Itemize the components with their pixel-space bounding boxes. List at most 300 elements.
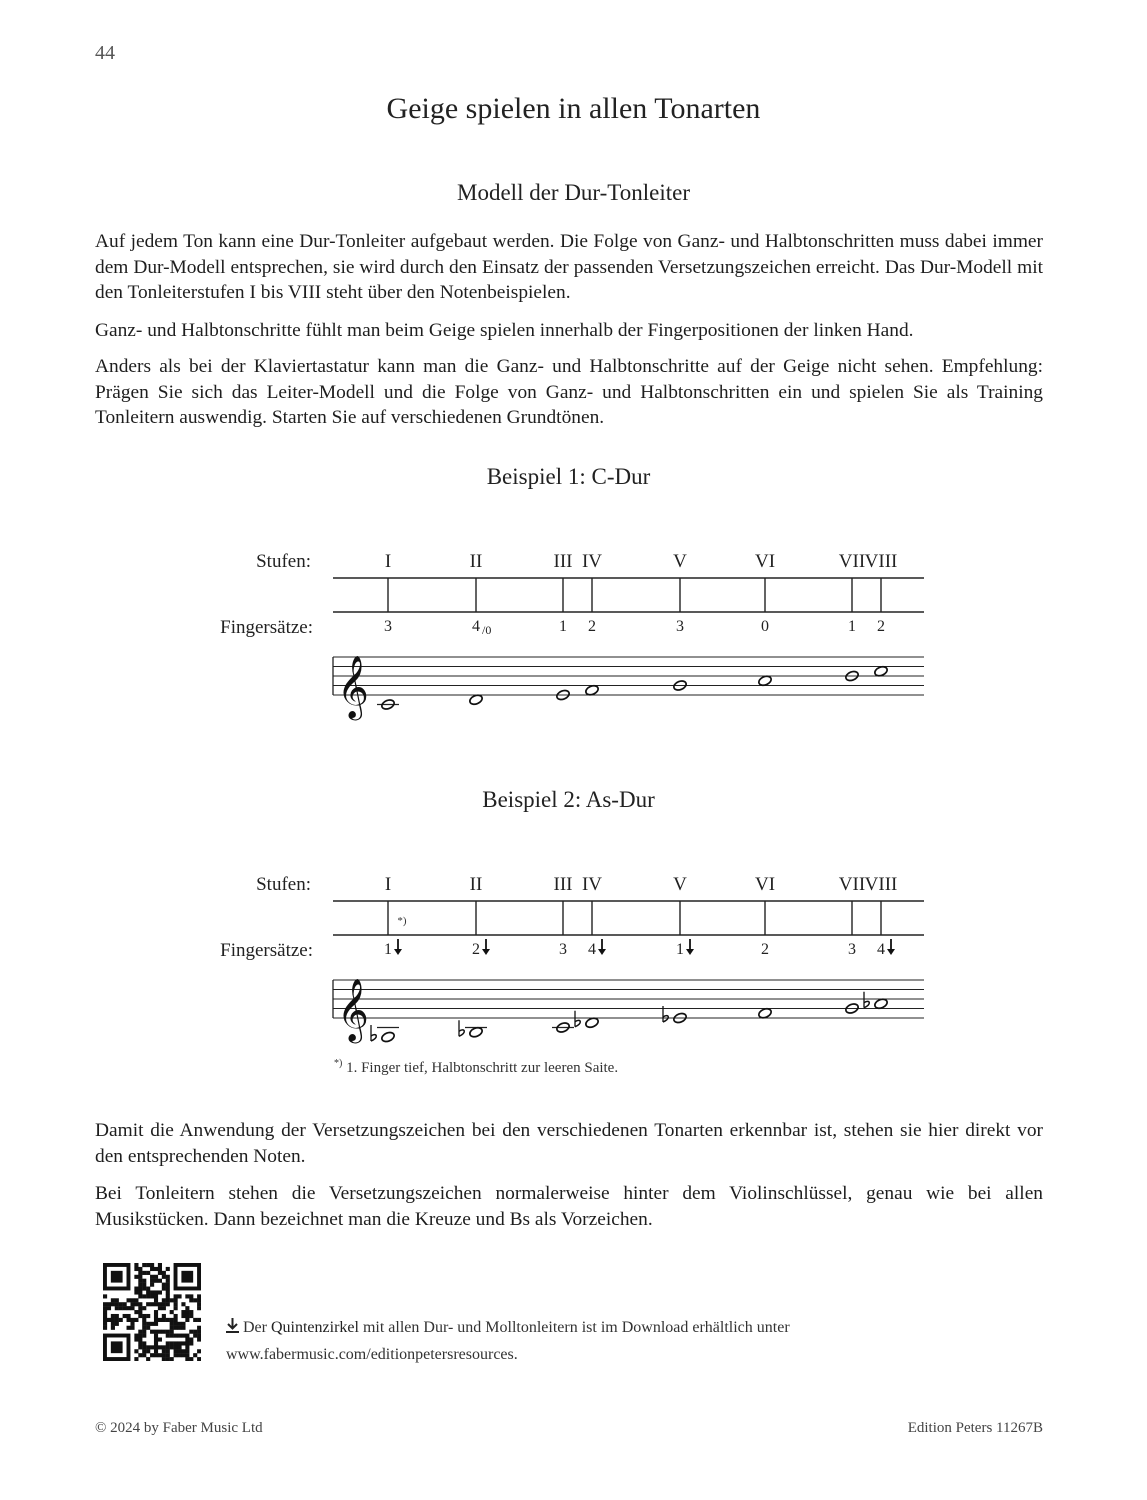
qr-module <box>146 1290 150 1294</box>
ex1-fingering-alt-2: /0 <box>482 623 492 637</box>
intro-paragraph-3: Anders als bei der Klaviertastatur kann man die Ganz- und Halbtonschritte auf der Geige nicht sehen. Empfehlung: Prägen Sie sich das Leiter-Modell und die Folge von Ganz- und Halbtonschritten ein und spielen Sie als Training Tonleitern auswendig. Starten Sie auf verschiedenen Grundtönen. <box>95 356 1043 428</box>
ex2-whole-note-1 <box>381 1031 396 1043</box>
ex1-fingering-3: 1 <box>559 618 567 635</box>
qr-module <box>138 1271 142 1275</box>
qr-module <box>197 1334 201 1338</box>
qr-module <box>185 1341 189 1345</box>
qr-module <box>158 1345 162 1349</box>
qr-module <box>166 1287 170 1291</box>
qr-module <box>138 1306 142 1310</box>
qr-module <box>166 1334 170 1338</box>
footnote <box>334 1058 618 1077</box>
ex2-degree-2: II <box>469 874 483 895</box>
qr-module <box>174 1349 178 1353</box>
example-1-title: Beispiel 1: C-Dur <box>486 464 651 489</box>
qr-module <box>138 1337 142 1341</box>
qr-module <box>138 1283 142 1287</box>
qr-module <box>115 1322 119 1326</box>
ex2-low-arrow-head-8 <box>887 949 895 955</box>
qr-module <box>134 1357 138 1361</box>
qr-module <box>111 1318 115 1322</box>
qr-module <box>158 1302 162 1306</box>
ex1-fingering-2: 4 <box>472 618 480 635</box>
qr-module <box>181 1310 185 1314</box>
qr-module <box>197 1337 201 1341</box>
ex2-degree-6: VI <box>754 874 776 895</box>
qr-module <box>134 1318 138 1322</box>
qr-module <box>181 1341 185 1345</box>
qr-module <box>142 1334 146 1338</box>
qr-module <box>170 1298 174 1302</box>
qr-module <box>154 1345 158 1349</box>
qr-module <box>158 1267 162 1271</box>
qr-module <box>134 1275 138 1279</box>
ex2-treble-clef-icon: 𝄞 <box>337 980 369 1040</box>
ex2-flat-icon-1 <box>371 1035 376 1041</box>
qr-module <box>130 1326 134 1330</box>
qr-module <box>189 1357 193 1361</box>
footer-copyright: © 2024 by Faber Music Ltd <box>95 1420 263 1436</box>
qr-module <box>103 1302 107 1306</box>
qr-module <box>193 1353 197 1357</box>
qr-module <box>150 1279 154 1283</box>
qr-module <box>181 1326 185 1330</box>
download-url[interactable]: www.fabermusic.com/editionpetersresources. <box>226 1346 518 1363</box>
ex1-fingersaetze-label: Fingersätze: <box>220 617 313 638</box>
qr-module <box>166 1357 170 1361</box>
qr-module <box>197 1302 201 1306</box>
example-2-title: Beispiel 2: As-Dur <box>482 787 655 812</box>
qr-module <box>138 1287 142 1291</box>
qr-module <box>103 1322 107 1326</box>
qr-module <box>158 1318 162 1322</box>
ex1-fingering-1: 3 <box>384 618 392 635</box>
qr-module <box>162 1357 166 1361</box>
qr-code[interactable] <box>103 1263 201 1361</box>
qr-module <box>185 1349 189 1353</box>
qr-module <box>154 1298 158 1302</box>
qr-module <box>189 1298 193 1302</box>
qr-module <box>138 1267 142 1271</box>
qr-module <box>170 1341 174 1345</box>
qr-module <box>115 1314 119 1318</box>
qr-module <box>123 1306 127 1310</box>
qr-module <box>142 1287 146 1291</box>
qr-module <box>150 1345 154 1349</box>
after-paragraph-1: Damit die Anwendung der Versetzungszeichen bei den verschiedenen Tonarten erkennbar ist, stehen sie hier direkt vor den entsprechenden Noten. <box>95 1120 1043 1167</box>
qr-module <box>150 1353 154 1357</box>
ex2-fingering-3: 3 <box>559 941 567 958</box>
ex1-stufen-label: Stufen: <box>256 551 311 572</box>
qr-module <box>119 1318 123 1322</box>
ex2-low-arrow-head-2 <box>482 949 490 955</box>
qr-finder-core <box>181 1271 193 1283</box>
qr-module <box>197 1306 201 1310</box>
qr-module <box>134 1310 138 1314</box>
qr-module <box>154 1290 158 1294</box>
qr-module <box>146 1263 150 1267</box>
ex1-degree-3: III <box>553 551 573 572</box>
qr-module <box>193 1318 197 1322</box>
qr-module <box>189 1314 193 1318</box>
download-note <box>226 1318 790 1337</box>
qr-module <box>154 1334 158 1338</box>
qr-module <box>142 1326 146 1330</box>
qr-module <box>193 1330 197 1334</box>
qr-module <box>166 1279 170 1283</box>
qr-module <box>111 1302 115 1306</box>
qr-module <box>115 1306 119 1310</box>
ex2-stufen-label: Stufen: <box>256 874 311 895</box>
footnote-mark: *) <box>334 1058 343 1069</box>
qr-module <box>170 1330 174 1334</box>
qr-module <box>177 1349 181 1353</box>
qr-module <box>158 1353 162 1357</box>
qr-module <box>134 1302 138 1306</box>
qr-module <box>142 1322 146 1326</box>
intro-paragraph-1: Auf jedem Ton kann eine Dur-Tonleiter aufgebaut werden. Die Folge von Ganz- und Halbtonschritten muss dabei immer dem Dur-Modell entsprechen, sie wird durch den Einsatz der passenden Versetzungszeichen erreicht. Das Dur-Modell mit den Tonleiterstufen I bis VIII steht über den Notenbeispielen. <box>95 231 1043 303</box>
ex2-fingering-1: 1 <box>384 941 392 958</box>
qr-module <box>177 1326 181 1330</box>
qr-module <box>138 1310 142 1314</box>
ex2-fingering-8: 4 <box>877 941 885 958</box>
ex2-fingering-5: 1 <box>676 941 684 958</box>
qr-module <box>166 1294 170 1298</box>
page-number: 44 <box>95 42 115 64</box>
qr-module <box>166 1290 170 1294</box>
qr-module <box>158 1306 162 1310</box>
ex1-degree-4: IV <box>581 551 603 572</box>
qr-module <box>142 1314 146 1318</box>
qr-module <box>170 1322 174 1326</box>
qr-module <box>138 1275 142 1279</box>
qr-module <box>162 1302 166 1306</box>
qr-module <box>127 1306 131 1310</box>
intro-paragraph-2: Ganz- und Halbtonschritte fühlt man beim Geige spielen innerhalb der Fingerpositionen der linken Hand. <box>95 320 914 341</box>
qr-module <box>146 1326 150 1330</box>
qr-module <box>185 1294 189 1298</box>
ex1-degree-2: II <box>469 551 483 572</box>
qr-module <box>166 1267 170 1271</box>
qr-module <box>146 1322 150 1326</box>
qr-module <box>146 1314 150 1318</box>
qr-module <box>181 1334 185 1338</box>
qr-module <box>162 1306 166 1310</box>
qr-module <box>154 1341 158 1345</box>
qr-module <box>197 1330 201 1334</box>
qr-module <box>138 1330 142 1334</box>
qr-module <box>127 1326 131 1330</box>
qr-finder-core <box>111 1271 123 1283</box>
qr-module <box>162 1314 166 1318</box>
ex1-degree-1: I <box>384 551 392 572</box>
qr-module <box>115 1302 119 1306</box>
ex1-fingering-8: 2 <box>877 618 885 635</box>
qr-module <box>166 1283 170 1287</box>
qr-module <box>170 1345 174 1349</box>
qr-module <box>111 1322 115 1326</box>
qr-module <box>130 1306 134 1310</box>
example-1-notation <box>0 530 1147 730</box>
qr-module <box>174 1334 178 1338</box>
page-title: Geige spielen in allen Tonarten <box>386 92 761 125</box>
qr-module <box>154 1322 158 1326</box>
ex2-low-arrow-head-4 <box>598 949 606 955</box>
qr-module <box>134 1287 138 1291</box>
qr-module <box>103 1310 107 1314</box>
qr-module <box>142 1263 146 1267</box>
qr-module <box>138 1290 142 1294</box>
qr-module <box>174 1318 178 1322</box>
qr-module <box>166 1345 170 1349</box>
ex2-degree-7: VII <box>838 874 866 895</box>
qr-module <box>146 1349 150 1353</box>
qr-module <box>127 1298 131 1302</box>
qr-module <box>150 1275 154 1279</box>
qr-module <box>154 1267 158 1271</box>
qr-module <box>174 1322 178 1326</box>
ex2-fingering-4: 4 <box>588 941 596 958</box>
qr-module <box>142 1294 146 1298</box>
qr-module <box>115 1318 119 1322</box>
qr-module <box>150 1290 154 1294</box>
qr-module <box>166 1349 170 1353</box>
qr-module <box>142 1279 146 1283</box>
qr-module <box>174 1306 178 1310</box>
qr-module <box>107 1318 111 1322</box>
qr-module <box>134 1263 138 1267</box>
qr-module <box>166 1353 170 1357</box>
qr-module <box>150 1283 154 1287</box>
qr-module <box>162 1353 166 1357</box>
qr-module <box>162 1283 166 1287</box>
qr-module <box>185 1334 189 1338</box>
example-2-notation <box>0 853 1147 1053</box>
qr-module <box>146 1357 150 1361</box>
qr-module <box>174 1294 178 1298</box>
qr-module <box>170 1326 174 1330</box>
qr-module <box>197 1349 201 1353</box>
qr-module <box>154 1337 158 1341</box>
qr-module <box>154 1294 158 1298</box>
qr-module <box>142 1341 146 1345</box>
ex2-flat-icon-5 <box>663 1016 668 1022</box>
qr-module <box>162 1298 166 1302</box>
qr-module <box>134 1267 138 1271</box>
qr-module <box>138 1353 142 1357</box>
qr-module <box>138 1294 142 1298</box>
ex2-degree-3: III <box>553 874 573 895</box>
quintenzirkel-link[interactable]: Quintenzirkel <box>270 1319 359 1336</box>
download-prefix: Der <box>243 1319 267 1336</box>
qr-module <box>142 1349 146 1353</box>
qr-module <box>166 1318 170 1322</box>
qr-module <box>177 1294 181 1298</box>
qr-module <box>154 1302 158 1306</box>
ex2-flat-icon-4 <box>575 1020 580 1026</box>
qr-module <box>150 1294 154 1298</box>
qr-module <box>197 1298 201 1302</box>
qr-module <box>138 1302 142 1306</box>
qr-module <box>189 1337 193 1341</box>
qr-module <box>107 1306 111 1310</box>
qr-module <box>146 1271 150 1275</box>
qr-module <box>174 1302 178 1306</box>
qr-module <box>181 1302 185 1306</box>
qr-module <box>197 1294 201 1298</box>
qr-module <box>185 1310 189 1314</box>
qr-module <box>189 1310 193 1314</box>
qr-module <box>146 1302 150 1306</box>
ex2-fingering-2: 2 <box>472 941 480 958</box>
qr-module <box>170 1357 174 1361</box>
qr-module <box>154 1349 158 1353</box>
qr-module <box>170 1318 174 1322</box>
qr-module <box>154 1353 158 1357</box>
ex1-degree-7: VII <box>838 551 866 572</box>
qr-module <box>103 1326 107 1330</box>
qr-module <box>158 1263 162 1267</box>
qr-module <box>158 1279 162 1283</box>
qr-module <box>111 1326 115 1330</box>
qr-module <box>154 1318 158 1322</box>
qr-module <box>142 1330 146 1334</box>
qr-module <box>134 1334 138 1338</box>
qr-module <box>162 1349 166 1353</box>
qr-module <box>166 1298 170 1302</box>
qr-module <box>146 1345 150 1349</box>
ex2-flat-icon-8 <box>864 1001 869 1007</box>
qr-module <box>174 1298 178 1302</box>
qr-module <box>154 1314 158 1318</box>
qr-module <box>103 1306 107 1310</box>
qr-module <box>130 1322 134 1326</box>
ex2-notehead-1 <box>381 1031 396 1043</box>
ex2-footnote-mark: *) <box>397 915 407 927</box>
ex2-flat-icon-2 <box>459 1030 464 1036</box>
qr-module <box>197 1326 201 1330</box>
qr-module <box>177 1322 181 1326</box>
qr-module <box>162 1287 166 1291</box>
download-icon <box>226 1318 239 1333</box>
qr-module <box>142 1318 146 1322</box>
ex2-degree-8: VIII <box>864 874 898 895</box>
qr-module <box>150 1330 154 1334</box>
qr-module <box>189 1341 193 1345</box>
qr-module <box>127 1318 131 1322</box>
qr-module <box>127 1314 131 1318</box>
ex1-fingering-5: 3 <box>676 618 684 635</box>
ex2-degree-1: I <box>384 874 392 895</box>
footer-edition: Edition Peters 11267B <box>907 1420 1043 1436</box>
qr-module <box>103 1294 107 1298</box>
qr-module <box>111 1298 115 1302</box>
qr-module <box>181 1314 185 1318</box>
ex1-degree-8: VIII <box>864 551 898 572</box>
ex1-fingering-6: 0 <box>761 618 769 635</box>
ex1-degree-6: VI <box>754 551 776 572</box>
qr-module <box>154 1330 158 1334</box>
qr-module <box>111 1314 115 1318</box>
qr-module <box>185 1353 189 1357</box>
qr-module <box>181 1353 185 1357</box>
qr-module <box>115 1298 119 1302</box>
qr-module <box>162 1318 166 1322</box>
qr-module <box>174 1341 178 1345</box>
qr-module <box>134 1298 138 1302</box>
qr-module <box>185 1345 189 1349</box>
ex1-treble-clef-icon: 𝄞 <box>337 657 369 717</box>
qr-module <box>146 1287 150 1291</box>
qr-module <box>181 1322 185 1326</box>
qr-module <box>158 1271 162 1275</box>
qr-module <box>177 1353 181 1357</box>
qr-module <box>150 1302 154 1306</box>
qr-module <box>142 1283 146 1287</box>
qr-module <box>166 1302 170 1306</box>
qr-module <box>174 1345 178 1349</box>
qr-module <box>177 1341 181 1345</box>
qr-module <box>166 1330 170 1334</box>
ex2-fingering-7: 3 <box>848 941 856 958</box>
qr-module <box>103 1318 107 1322</box>
ex2-low-arrow-head-5 <box>686 949 694 955</box>
qr-module <box>193 1334 197 1338</box>
qr-module <box>130 1318 134 1322</box>
qr-module <box>177 1334 181 1338</box>
qr-module <box>134 1337 138 1341</box>
section-subtitle: Modell der Dur-Tonleiter <box>457 180 690 205</box>
qr-module <box>158 1337 162 1341</box>
qr-module <box>107 1302 111 1306</box>
qr-module <box>142 1306 146 1310</box>
qr-module <box>130 1302 134 1306</box>
qr-module <box>142 1271 146 1275</box>
qr-module <box>162 1330 166 1334</box>
qr-module <box>146 1294 150 1298</box>
qr-module <box>189 1330 193 1334</box>
qr-module <box>158 1330 162 1334</box>
qr-module <box>154 1275 158 1279</box>
qr-module <box>142 1353 146 1357</box>
qr-module <box>185 1314 189 1318</box>
qr-module <box>185 1337 189 1341</box>
qr-module <box>150 1267 154 1271</box>
qr-module <box>166 1341 170 1345</box>
qr-module <box>138 1341 142 1345</box>
qr-module <box>185 1306 189 1310</box>
qr-module <box>119 1302 123 1306</box>
qr-module <box>189 1294 193 1298</box>
qr-module <box>174 1353 178 1357</box>
footnote-text: 1. Finger tief, Halbtonschritt zur leeren Saite. <box>346 1060 619 1076</box>
qr-module <box>174 1326 178 1330</box>
ex2-degree-5: V <box>673 874 687 895</box>
qr-module <box>162 1275 166 1279</box>
qr-module <box>154 1310 158 1314</box>
qr-module <box>193 1298 197 1302</box>
qr-module <box>154 1279 158 1283</box>
qr-module <box>185 1318 189 1322</box>
qr-module <box>138 1314 142 1318</box>
qr-module <box>162 1271 166 1275</box>
ex1-fingering-7: 1 <box>848 618 856 635</box>
qr-module <box>170 1334 174 1338</box>
qr-module <box>162 1345 166 1349</box>
qr-module <box>119 1306 123 1310</box>
qr-module <box>177 1345 181 1349</box>
ex1-fingering-4: 2 <box>588 618 596 635</box>
